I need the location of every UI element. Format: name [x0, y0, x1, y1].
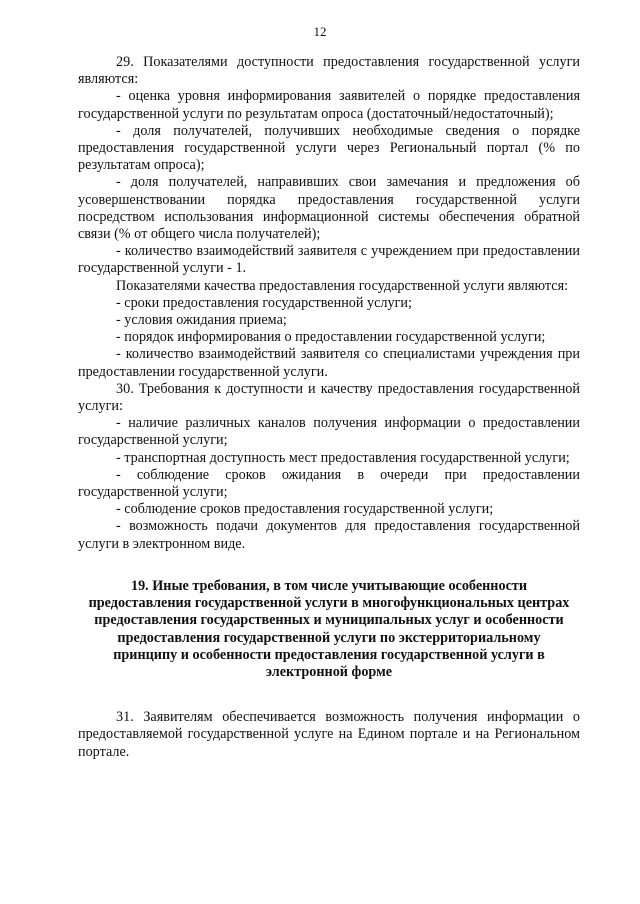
list-item: - порядок информирования о предоставлении государственной услуги;	[116, 329, 546, 346]
list-item: - доля получателей, направивших свои замечания и предложения об усовершенствовании порядка предоставления государственной услуги посредством использования информационной системы обеспечения обратной связи (% от общего числа получателей);	[78, 174, 580, 243]
list-item: - возможность подачи документов для предоставления государственной услуги в электронном виде.	[78, 518, 580, 552]
paragraph: 29. Показателями доступности предоставления государственной услуги являются:	[78, 54, 580, 88]
list-item: - доля получателей, получивших необходимые сведения о порядке предоставления государственной услуги через Региональный портал (% по результатам опроса);	[78, 122, 580, 174]
list-item: - количество взаимодействий заявителя с учреждением при предоставлении государственной услуги - 1.	[78, 243, 580, 277]
list-item: - наличие различных каналов получения информации о предоставлении государственной услуги;	[78, 415, 580, 449]
paragraph: 30. Требования к доступности и качеству предоставления государственной услуги:	[78, 380, 580, 415]
paragraph: 31. Заявителям обеспечивается возможность получения информации о предоставляемой государственной услуге на Едином портале и на Региональном портале.	[78, 709, 580, 760]
document-body	[78, 54, 580, 761]
section-heading: 19. Иные требования, в том числе учитывающие особенности предоставления государственной услуги в многофункциональных центрах предоставления государственных и муниципальных услуг и особенности предоставления государственной услуги по экстерриториальному принципу и особенности предоставления государственной услуги в электронной форме	[88, 577, 570, 680]
list-item: - сроки предоставления государственной услуги;	[116, 294, 412, 311]
paragraph: Показателями качества предоставления государственной услуги являются:	[116, 277, 569, 294]
list-item: - соблюдение сроков ожидания в очереди при предоставлении государственной услуги;	[78, 466, 580, 501]
list-item: - условия ожидания приема;	[116, 312, 287, 329]
list-item: - оценка уровня информирования заявителей о порядке предоставления государственной услуги по результатам опроса (достаточный/недостаточный);	[78, 88, 580, 122]
list-item: - транспортная доступность мест предоставления государственной услуги;	[116, 449, 570, 466]
page-number: 12	[313, 24, 327, 39]
list-item: - соблюдение сроков предоставления государственной услуги;	[116, 501, 494, 518]
list-item: - количество взаимодействий заявителя со специалистами учреждения при предоставлении государственной услуги.	[78, 346, 580, 380]
